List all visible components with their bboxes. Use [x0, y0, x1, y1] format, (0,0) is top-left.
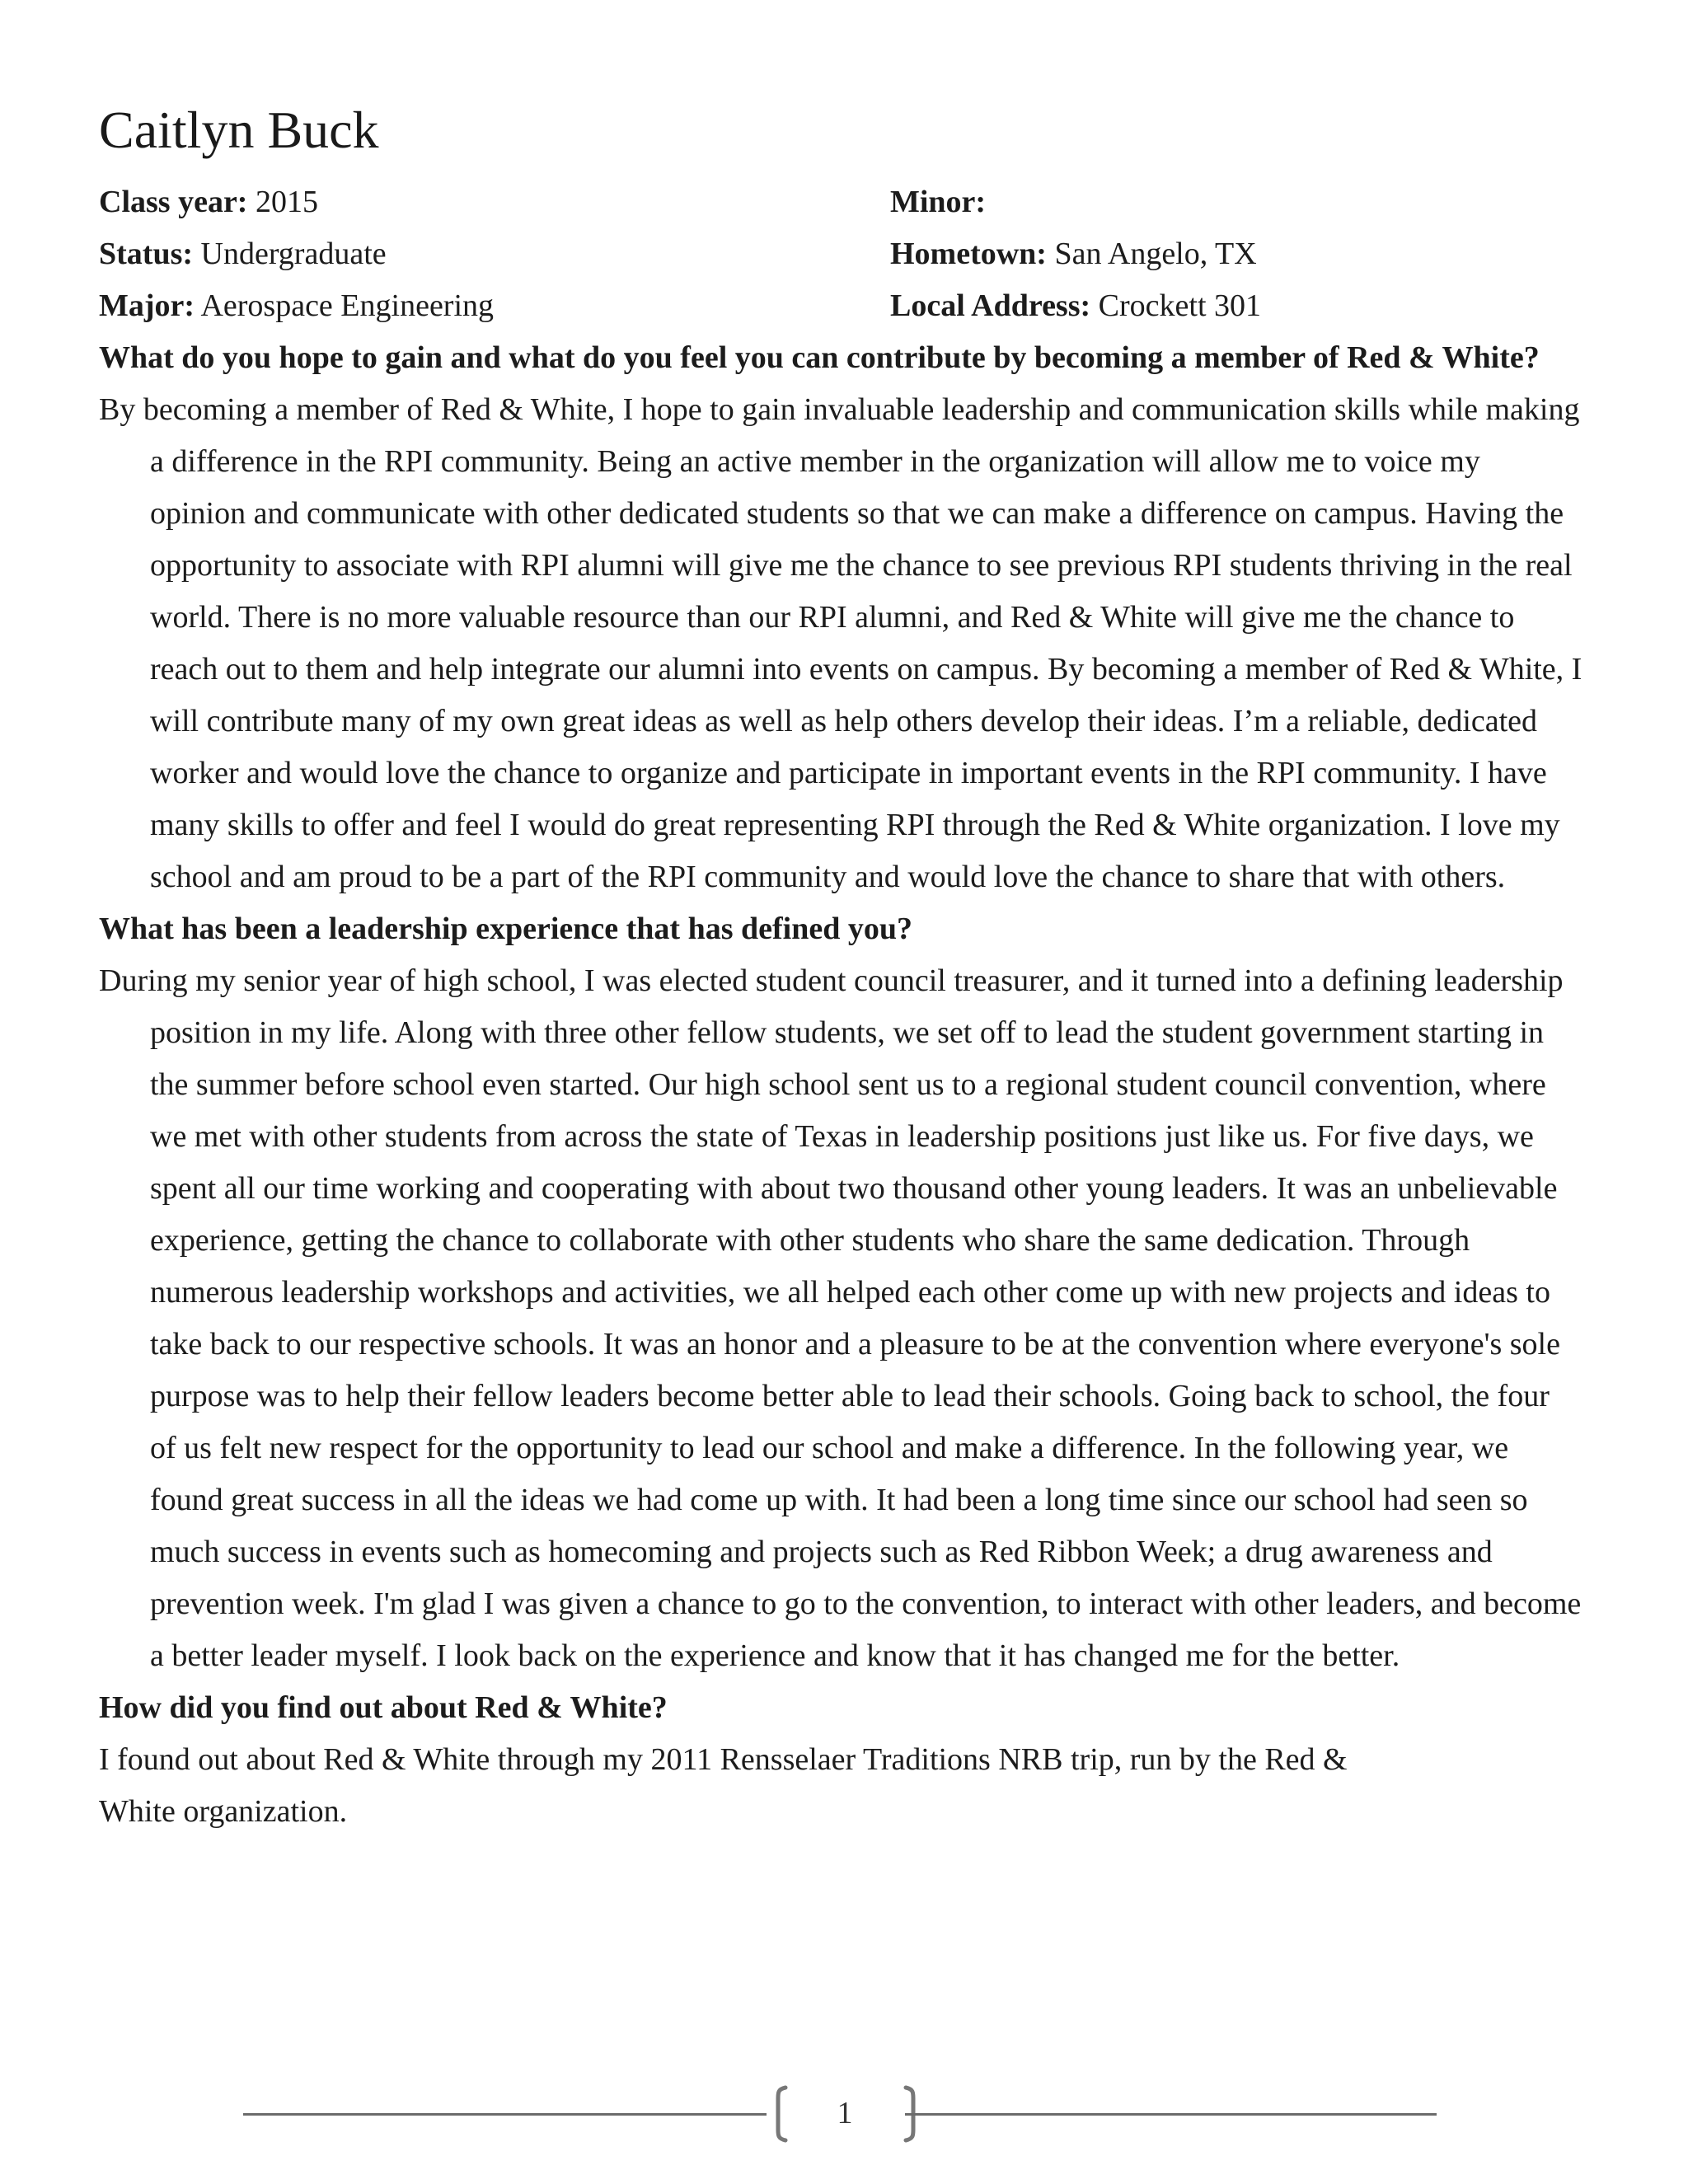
- class-year: [99, 176, 890, 228]
- question-3: How did you find out about Red & White?: [99, 1690, 668, 1725]
- major-label: Major:: [99, 288, 195, 323]
- answer-2: During my senior year of high school, I was elected student council treasurer, and it turned into a defining leadership position in my life. Along with three other fellow students, we set off to lead the student government starting in the summer before school even started. Our high school sent us to a regional student council convention, where we met with other students from across the state of Texas in leadership positions just like us. For five days, we spent all our time working and cooperating with about two thousand other young leaders. It was an unbelievable experience, getting the chance to collaborate with other students who share the same dedication. Through numerous leadership workshops and activities, we all helped each other come up with new projects and ideas to take back to our respective schools. It was an honor and a pleasure to be at the convention where everyone's sole purpose was to help their fellow leaders become better able to lead their schools. Going back to school, the four of us felt new respect for the opportunity to lead our school and make a difference. In the following year, we found great success in all the ideas we had come up with. It had been a long time since our school had seen so much success in events such as homecoming and projects such as Red Ribbon Week; a drug awareness and prevention week. I'm glad I was given a chance to go to the convention, to interact with other leaders, and become a better leader myself. I look back on the experience and know that it has changed me for the better.: [99, 963, 1582, 1673]
- answer-1: By becoming a member of Red & White, I hope to gain invaluable leadership and communication skills while making a difference in the RPI community. Being an active member in the organization will allow me to voice my opinion and communicate with other dedicated students so that we can make a difference on campus. Having the opportunity to associate with RPI alumni will give me the chance to see previous RPI students thriving in the real world. There is no more valuable resource than our RPI alumni, and Red & White will give me the chance to reach out to them and help integrate our alumni into events on campus. By becoming a member of Red & White, I will contribute many of my own great ideas as well as help others develop their ideas. I’m a reliable, dedicated worker and would love the chance to organize and participate in important events in the RPI community. I have many skills to offer and feel I would do great representing RPI through the Red & White organization. I love my school and am proud to be a part of the RPI community and would love the chance to share that with others.: [99, 392, 1582, 894]
- local-address-value: Crockett 301: [1098, 288, 1262, 323]
- major: [99, 280, 890, 332]
- hometown-label: Hometown:: [890, 237, 1047, 271]
- left-bracket-icon: [771, 2085, 789, 2143]
- profile-info: [99, 176, 1582, 332]
- page-number: 1: [837, 2096, 853, 2130]
- major-value: Aerospace Engineering: [200, 288, 495, 323]
- question-2: What has been a leadership experience that has defined you?: [99, 912, 912, 946]
- local-address-label: Local Address:: [890, 288, 1091, 323]
- applicant-name: Caitlyn Buck: [99, 101, 379, 159]
- status-label: Status:: [99, 237, 194, 271]
- footer-rule-right: [905, 2113, 1437, 2116]
- question-1: What do you hope to gain and what do you feel you can contribute by becoming a member of Red & White?: [99, 340, 1540, 375]
- footer-rule-left: [243, 2113, 767, 2116]
- class-year-value: 2015: [255, 185, 318, 219]
- answer-3-line-1: I found out about Red & White through my 2011 Rensselaer Traditions NRB trip, run by the Red &: [99, 1742, 1348, 1777]
- hometown-value: San Angelo, TX: [1054, 237, 1257, 271]
- document-page: [99, 97, 1582, 1838]
- local-address: [890, 280, 1582, 332]
- status-value: Undergraduate: [200, 237, 387, 271]
- answer-3-line-2: White organization.: [99, 1794, 348, 1829]
- hometown: [890, 228, 1582, 280]
- class-year-label: Class year:: [99, 185, 248, 219]
- page-footer: [243, 2085, 1437, 2143]
- minor-label: Minor:: [890, 185, 987, 219]
- status: [99, 228, 890, 280]
- minor: [890, 176, 1582, 228]
